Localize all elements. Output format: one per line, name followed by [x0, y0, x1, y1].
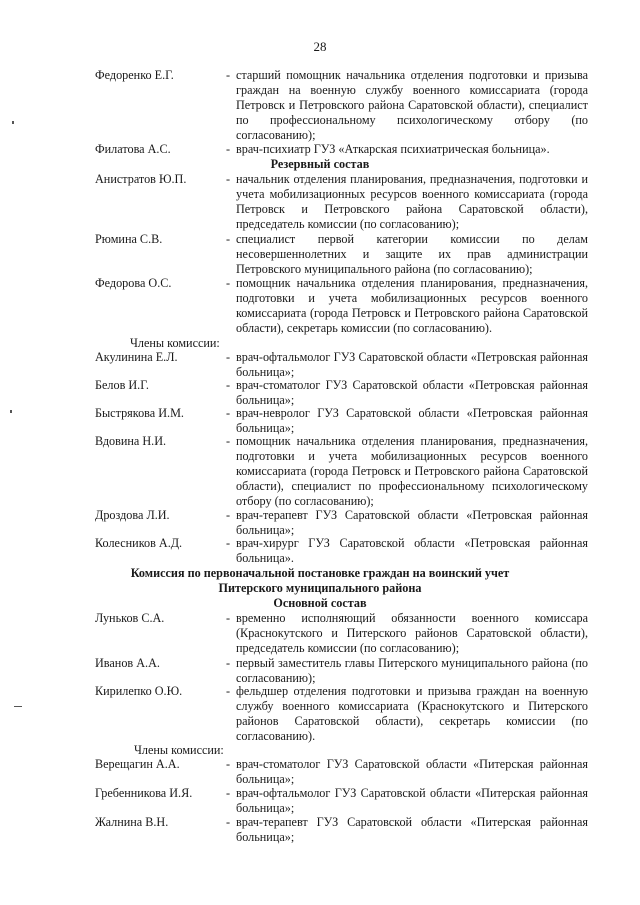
member-name: Федоренко Е.Г. [95, 68, 174, 82]
member-name: Быстрякова И.М. [95, 406, 184, 420]
member-description: врач-невролог ГУЗ Саратовской области «Петровская районная больница»; [236, 406, 588, 435]
dash-separator: - [226, 276, 231, 290]
scan-mark [14, 706, 22, 707]
member-description: врач-стоматолог ГУЗ Саратовской области «Питерская районная больница»; [236, 757, 588, 786]
dash-separator: - [226, 508, 231, 522]
member-description: врач-терапевт ГУЗ Саратовской области «Питерская районная больница»; [236, 815, 588, 844]
dash-separator: - [226, 684, 231, 698]
dash-separator: - [226, 786, 231, 800]
section-heading: Комиссия по первоначальной постановке граждан на воинский учет [130, 566, 510, 580]
member-name: Филатова А.С. [95, 142, 171, 156]
dash-separator: - [226, 232, 231, 246]
member-description: первый заместитель главы Питерского муниципального района (по согласованию); [236, 656, 588, 685]
dash-separator: - [226, 350, 231, 364]
member-name: Рюмина С.В. [95, 232, 163, 246]
member-name: Вдовина Н.И. [95, 434, 167, 448]
dash-separator: - [226, 815, 231, 829]
member-name: Белов И.Г. [95, 378, 149, 392]
member-description: фельдшер отделения подготовки и призыва граждан на военную службу военного комиссариата (Краснокутского и Питерского районов Саратовской области), секретарь комиссии (по согласованию). [236, 684, 588, 743]
member-description: помощник начальника отделения планирования, предназначения, подготовки и учета мобилизационных ресурсов военного комиссариата (города Петровск и Петровского района Саратовской области), секретарь комиссии (по согласованию). [236, 276, 588, 335]
member-description: старший помощник начальника отделения подготовки и призыва граждан на военную службу военного комиссариата (города Петровск и Петровского района Саратовской области), специалист по профессиональному психологическому отбору (по согласованию); [236, 68, 588, 142]
member-description: врач-стоматолог ГУЗ Саратовской области «Петровская районная больница»; [236, 378, 588, 407]
dash-separator: - [226, 406, 231, 420]
members-label: Члены комиссии: [130, 336, 220, 350]
dash-separator: - [226, 656, 231, 670]
member-description: врач-хирург ГУЗ Саратовской области «Петровская районная больница». [236, 536, 588, 565]
member-description: врач-офтальмолог ГУЗ Саратовской области «Питерская районная больница»; [236, 786, 588, 815]
member-description: начальник отделения планирования, предназначения, подготовки и учета мобилизационных ресурсов военного комиссариата (города Петровск и Петровского района Саратовской области), председатель комиссии (по согласованию); [236, 172, 588, 231]
member-description: помощник начальника отделения планирования, предназначения, подготовки и учета мобилизационных ресурсов военного комиссариата (города Петровск и Петровского района Саратовской области), специалист по профессиональному психологическому отбору (по согласованию); [236, 434, 588, 508]
member-name: Дроздова Л.И. [95, 508, 170, 522]
dash-separator: - [226, 142, 231, 156]
member-name: Анистратов Ю.П. [95, 172, 187, 186]
page-number: 28 [313, 39, 327, 54]
member-name: Гребенникова И.Я. [95, 786, 193, 800]
section-heading: Основной состав [273, 596, 367, 610]
member-description: врач-терапевт ГУЗ Саратовской области «Петровская районная больница»; [236, 508, 588, 537]
member-name: Колесников А.Д. [95, 536, 183, 550]
member-name: Верещагин А.А. [95, 757, 180, 771]
scan-mark [12, 121, 14, 124]
dash-separator: - [226, 68, 231, 82]
dash-separator: - [226, 611, 231, 625]
section-heading: Резервный состав [270, 157, 370, 171]
dash-separator: - [226, 434, 231, 448]
members-label: Члены комиссии: [134, 743, 224, 757]
member-name: Акулинина Е.Л. [95, 350, 178, 364]
dash-separator: - [226, 172, 231, 186]
member-name: Луньков С.А. [95, 611, 165, 625]
scan-mark [10, 410, 12, 413]
member-description: временно исполняющий обязанности военного комиссара (Краснокутского и Питерского районов Саратовской области), председатель комиссии (по согласованию); [236, 611, 588, 655]
dash-separator: - [226, 757, 231, 771]
member-description: врач-психиатр ГУЗ «Аткарская психиатрическая больница». [236, 142, 550, 156]
member-name: Кирилепко О.Ю. [95, 684, 183, 698]
section-heading: Питерского муниципального района [218, 581, 422, 595]
member-name: Федорова О.С. [95, 276, 172, 290]
dash-separator: - [226, 536, 231, 550]
dash-separator: - [226, 378, 231, 392]
member-description: специалист первой категории комиссии по делам несовершеннолетних и защите их прав администрации Петровского муниципального района (по согласованию); [236, 232, 588, 276]
member-name: Жалнина В.Н. [95, 815, 169, 829]
member-description: врач-офтальмолог ГУЗ Саратовской области «Петровская районная больница»; [236, 350, 588, 379]
member-name: Иванов А.А. [95, 656, 160, 670]
